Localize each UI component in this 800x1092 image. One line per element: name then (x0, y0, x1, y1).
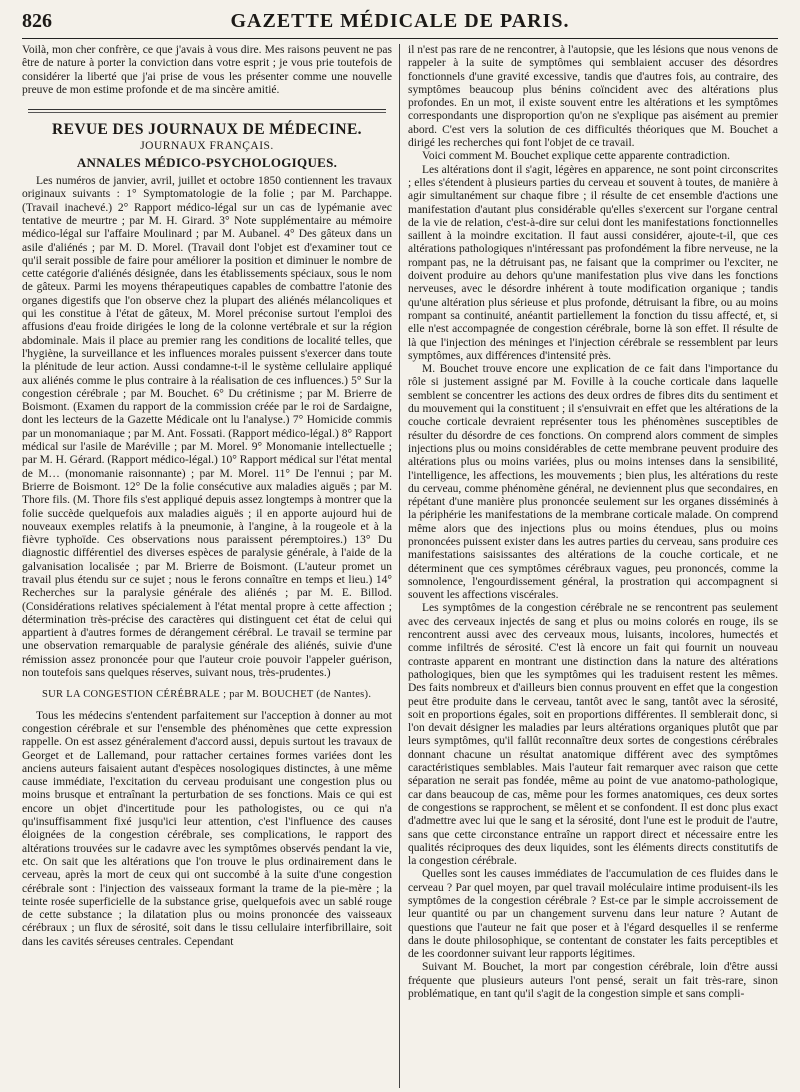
article-heading: SUR LA CONGESTION CÉRÉBRALE ; par M. BOUCHET (de Nantes). (42, 689, 372, 701)
continued-paragraph: il n'est pas rare de ne rencontrer, à l'autopsie, que les lésions que nous venons de rappeler à la suite de symptômes qui semblaient accuser des désordres fonctionnels d'une gravité excessive, tandis que d'autres fois, au contraire, des symptômes beaucoup plus bénins coïncident avec des altérations plus profondes. En un mot, il existe souvent entre les altérations et les symptômes correspondants une disproportion qu'on ne s'explique pas aisément au premier abord. C'est vers la solution de ces difficultés théoriques que M. Bouchet a dirigé les recherches qui font l'objet de ce travail. (408, 44, 778, 150)
page-header (22, 10, 778, 40)
body-paragraph: Les altérations dont il s'agit, légères en apparence, ne sont point circonscrites ; elles s'étendent à plusieurs parties du cerveau et souvent à toutes, de manière à agir simultanément sur chaque fibre ; il résulte de cet ensemble d'actions une manifestation d'autant plus considérable qu'elles s'exercent sur l'organe central de la vie de relation, c'est-à-dire sur celui dont les manifestations fonctionnelles saillent à la moindre excitation. Il faut aussi considérer, ajoute-t-il, que ces altérations pathologiques n'intéressant pas profondément la fibre nerveuse, ne la rompant pas, ne la détruisant pas, ne faisant que la comprimer ou l'exciter, ne doivent produire au dehors qu'une manifestation plus vive dans les fonctions nerveuses, avec le désordre inhérent à toute modification organique ; tandis qu'une altération plus sérieuse et plus profonde, détruisant la fibre, ou au moins rompant sa continuité, anéantit partiellement la fonction du tissu affecté, et, si elle n'est accompagnée de congestion cérébrale, borne là son effet. Il résulte de là que l'injection des méninges et l'injection cérébrale se ressemblent par leurs symptômes, aux différences d'intensité près. (408, 163, 778, 362)
page-number: 826 (22, 10, 52, 32)
column-divider (399, 44, 400, 1088)
right-column (408, 44, 778, 1001)
subsection-title: JOURNAUX FRANÇAIS. (140, 140, 274, 153)
journal-contents-paragraph: Les numéros de janvier, avril, juillet et octobre 1850 contiennent les travaux originaux suivants : 1° Symptomatologie de la folie ; par M. Parchappe. (Travail inachevé.) 2° Rapport médico-légal sur un cas de lypémanie avec tentative de meurtre ; par M. H. Girard. 3° Note supplémentaire au mémoire médico-légal sur l'affaire Moulinard ; par M. Aubanel. 4° Des gâteux dans un asile d'aliénés ; par M. D. Morel. (Travail dont l'objet est d'examiner tout ce qu'il serait possible de faire pour améliorer la position et diminuer le nombre de cette catégorie d'aliénés désignée, dans les établissements spéciaux, sous le nom de gâteux. Parmi les moyens thérapeutiques capables de combattre l'atonie des organes digestifs que l'on observe chez la plupart des aliénés mélancoliques et qui les constitue à l'état de gâteux, M. Morel préconise surtout l'emploi des affusions d'eau froide dirigées le long de la colonne vertébrale et sur la région abdominale. Mais il place au premier rang les conditions de localité telles, que l'hygiène, la surveillance et les influences morales puissent s'exercer dans toute la plénitude de leur action. Aussi condamne-t-il le système cellulaire appliqué aux aliénés comme le plus contraire à la réalisation de ces influences.) 5° Sur la congestion cérébrale ; par M. Bouchet. 6° Du crétinisme ; par M. Brierre de Boismont. (Examen du rapport de la commission créée par le roi de Sardaigne, dont les lecteurs de la Gazette Médicale ont lu l'analyse.) 7° Homicide commis par un monomaniaque ; par M. Ant. Fossati. (Rapport médico-légal.) 8° Rapport médical sur l'asile de Maréville ; par M. Morel. 9° Monomanie intellectuelle ; par M. H. Gérard. (Rapport médico-légal.) 10° Rapport médical sur l'état mental de M… (monomanie raisonnante) ; par M. Morel. 11° De l'ennui ; par M. Brierre de Boismont. 12° De la folie consécutive aux maladies aiguës ; par M. Thore fils. (M. Thore fils s'est appliqué depuis assez longtemps à montrer que la folie succède quelquefois aux maladies aiguës ; il en apporte aujourd hui de nouveaux exemples relatifs à la pneumonie, à l'angine, à la rougeole et à la fièvre typhoïde. Ces observations nous paraissent péremptoires.) 13° Du diagnostic différentiel des diverses espèces de paralysie générale, à l'aide de la galvanisation localisée ; par M. Brierre de Boismont. (L'auteur promet un travail plus étendu sur ce sujet ; nous le ferons connaître en temps et lieu.) 14° Recherches sur la paralysie générale des aliénés ; par M. E. Billod. (Considérations relatives spécialement à l'état mental propre à cette affection ; détermination très-précise des caractères qui distinguent cet état de celui qui appartient à d'autres formes de dérangement cérébral. Le travail se termine par une observation remarquable de paralysie générale des aliénés, suivie d'une rémission assez prononcée pour que l'auteur croie pouvoir l'appeler guérison, non toutefois sans quelques réserves, suivant nous, très-prudentes.) (22, 175, 392, 680)
journal-title: ANNALES MÉDICO-PSYCHOLOGIQUES. (76, 154, 338, 170)
section-separator-thin (28, 112, 386, 113)
section-title: REVUE DES JOURNAUX DE MÉDECINE. (52, 121, 362, 139)
body-paragraph: Voici comment M. Bouchet explique cette apparente contradiction. (422, 150, 730, 163)
body-paragraph: Quelles sont les causes immédiates de l'accumulation de ces fluides dans le cerveau ? Par quel moyen, par quel travail moléculaire intime produisent-ils les symptômes de la congestion cérébrale ? Est-ce par le simple accroissement de leur quantité ou par un changement survenu dans leur nature ? Autant de questions que l'auteur ne fait que poser et à l'égard desquelles il se renferme dans le doute philosophique, se contentant de constater les faits perceptibles et de les coordonner suivant leur rapports légitimes. (408, 868, 778, 961)
running-title: GAZETTE MÉDICALE DE PARIS. (230, 10, 570, 32)
section-separator (28, 109, 386, 110)
intro-paragraph: Voilà, mon cher confrère, ce que j'avais à vous dire. Mes raisons peuvent ne pas être de nature à porter la conviction dans votre esprit ; je vous prie toutefois de considérer la liberté que j'ai prise de vous les présenter comme une nouvelle preuve de mon estime profonde et de ma sincère amitié. (22, 44, 392, 96)
body-paragraph: Suivant M. Bouchet, la mort par congestion cérébrale, loin d'être aussi fréquente que plusieurs auteurs l'ont pensé, serait un fait très-rare, sinon problématique, en tant qu'il s'agit de la congestion simple et sans compli- (408, 961, 778, 1001)
left-column (22, 44, 392, 949)
article-paragraph: Tous les médecins s'entendent parfaitement sur l'acception à donner au mot congestion cérébrale et sur l'ensemble des phénomènes que cette expression rappelle. On est assez généralement d'accord aussi, depuis surtout les travaux de Georget et de Lallemand, pour rattacher certaines formes variées dont les anciens auteurs faisaient autant d'espèces nosologiques distinctes, à une même cause immédiate, l'excitation du cerveau produisant une congestion plus ou moins brusque et entraînant la perturbation de ses fonctions. Mais ce qui est encore un objet d'incertitude pour les pathologistes, ou ce qui n'a qu'insuffisamment fixé jusqu'ici leur attention, c'est l'influence des causes éloignées de la congestion cérébrale, ses complications, le rapport des altérations trouvées sur le cadavre avec les symptômes observés pendant la vie, etc. On sait que les altérations que l'on trouve le plus ordinairement dans le cerveau, après la mort de ceux qui ont succombé à la suite d'une congestion cérébrale sont : l'injection des vaisseaux formant la trame de la pie-mère ; la teinte rosée superficielle de la substance grise, quelquefois avec un sablé rouge de cette substance ; la dilatation plus ou moins prononcée des vaisseaux cérébraux ; un flux de sérosité, soit dans le tissu cellulaire interfibrillaire, soit dans les cavités séreuses centrales. Cependant (22, 709, 392, 948)
body-paragraph: Les symptômes de la congestion cérébrale ne se rencontrent pas seulement avec des cerveaux injectés de sang et plus ou moins colorés en rouge, ils se rencontrent aussi avec des cerveaux mous, luisants, incolores, humectés et comme infiltrés de sérosité. C'est là encore un fait qui fournit un nouveau contraste apparent en montrant une distinction dans la nature des altérations pathologiques, bien que les symptômes qui les traduisent restent les mêmes. Des faits nombreux et d'ailleurs bien connus prouvent en effet que la congestion peut être produite dans le cerveau, tantôt avec le sang, tantôt avec la sérosité, soit en proportions égales, soit en proportions différentes. Il semblerait donc, si l'on devait désigner les maladies par leurs altérations organiques plutôt que par leurs symptômes, qu'il fallût reconnaître deux sortes de congestions cérébrales donnant chacune un résultat anatomique différent avec des symptômes caractéristiques semblables. Mais l'auteur fait remarquer avec raison que cette séparation ne serait pas fondée, même au point de vue anatomo-pathologique, car dans beaucoup de cas, même pour les formes anatomiques, ces deux sortes de congestions se rapprochent, se mêlent et se confondent. Il est donc plus exact d'admettre avec lui que le sang et la sérosité, dont l'une est le produit de l'autre, sans que cette circonstance entraîne un rapport direct et nécessaire entre les qualités réciproques des deux liquides, sont les éléments directs constitutifs de la congestion cérébrale. (408, 602, 778, 868)
header-rule (22, 38, 778, 39)
closing-letter (22, 44, 392, 97)
body-paragraph: M. Bouchet trouve encore une explication de ce fait dans l'importance du rôle si justement assigné par M. Foville à la couche corticale dans laquelle semblent se concentrer les actions des deux ordres de fibres dits du sentiment et du mouvement qui la constituent ; il s'ensuivrait en effet que les altérations de la couche corticale devraient représenter tous les phénomènes susceptibles de résulter du désordre de ces fonctions. On comprend alors comment de simples injections plus ou moins considérables de cette membrane peuvent produire des altérations plus ou moins variées, plus ou moins intenses dans la sensibilité, l'intelligence, les affections, les mouvements ; bien plus, les altérations du reste du cerveau, comme phénomène général, ne deviennent plus que secondaires, en répétant d'une manière plus prononcée seulement sur les organes disséminés à la périphérie les manifestations de la membrane corticale malade. On comprend même alors que des injections plus ou moins étendues, plus ou moins prononcées puissent exister dans les autres parties du cerveau, sans produire ces manifestations saisissantes des altérations de la couche corticale, et ne déterminent que ces symptômes cérébraux vagues, peu prononcés, comme la somnolence, l'engourdissement général, la prostration qui accompagnent si souvent les affections viscérales. (408, 363, 778, 602)
